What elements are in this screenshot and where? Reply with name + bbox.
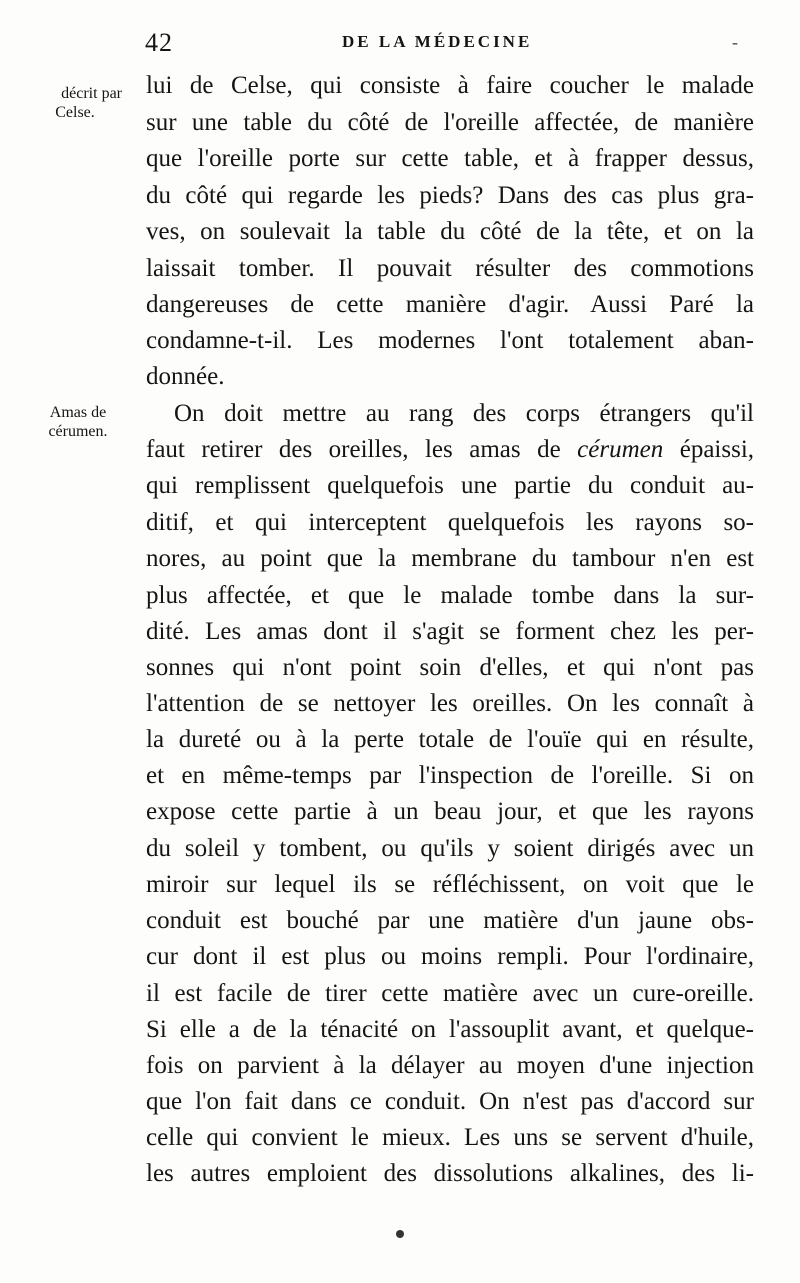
italic-term: cérumen: [577, 436, 664, 463]
text-line: la dureté ou à la perte totale de l'ouïe qui en résulte,: [146, 726, 754, 753]
text-line: lui de Celse, qui consiste à faire coucher le malade: [146, 72, 754, 99]
margin-note-line: décrit par: [61, 85, 122, 102]
text-line: dité. Les amas dont il s'agit se forment chez les per-: [146, 618, 754, 645]
text-line: On doit mettre au rang des corps étrangers qu'il: [174, 400, 754, 427]
text-line: celle qui convient le mieux. Les uns se servent d'huile,: [146, 1124, 754, 1151]
text-line: qui remplissent quelquefois une partie du conduit au-: [146, 472, 754, 499]
margin-note-line: Celse.: [55, 104, 95, 121]
text-line: ves, on soulevait la table du côté de la tête, et on la: [146, 218, 754, 245]
text-line: expose cette partie à un beau jour, et que les rayons: [146, 798, 754, 825]
text-line: plus affectée, et que le malade tombe dans la sur-: [146, 582, 754, 609]
text-line: ditif, et qui interceptent quelquefois les rayons so-: [146, 509, 754, 536]
text-line: sur une table du côté de l'oreille affectée, de manière: [146, 109, 754, 136]
text-fragment: épaissi,: [679, 436, 755, 463]
margin-note-line: cérumen.: [48, 423, 108, 440]
text-line: dangereuses de cette manière d'agir. Aussi Paré la: [146, 291, 754, 318]
text-line: du soleil y tombent, ou qu'ils y soient dirigés avec un: [146, 835, 754, 862]
text-line-with-italic: [146, 432, 754, 468]
text-line: il est facile de tirer cette matière avec un cure-oreille.: [146, 980, 754, 1007]
text-line: cur dont il est plus ou moins rempli. Pour l'ordinaire,: [146, 943, 754, 970]
text-line: condamne-t-il. Les modernes l'ont totalement aban-: [146, 327, 754, 354]
text-line: Si elle a de la ténacité on l'assouplit avant, et quelque-: [146, 1016, 754, 1043]
text-fragment: faut retirer des oreilles, les amas de: [146, 436, 561, 463]
text-line: nores, au point que la membrane du tambour n'en est: [146, 545, 754, 572]
text-line: les autres emploient des dissolutions alkalines, des li-: [146, 1160, 754, 1187]
text-line: que l'oreille porte sur cette table, et à frapper dessus,: [146, 145, 754, 172]
text-line: laissait tomber. Il pouvait résulter des commotions: [146, 255, 754, 282]
text-line: fois on parvient à la délayer au moyen d'une injection: [146, 1052, 754, 1079]
text-line: donnée.: [146, 363, 225, 390]
page-number: 42: [145, 28, 173, 57]
text-line: l'attention de se nettoyer les oreilles. On les connaît à: [146, 690, 754, 717]
running-dash: -: [732, 32, 738, 52]
text-line: conduit est bouché par une matière d'un jaune obs-: [146, 907, 754, 934]
text-line: et en même-temps par l'inspection de l'oreille. Si on: [146, 762, 754, 789]
text-line: sonnes qui n'ont point soin d'elles, et qui n'ont pas: [146, 654, 754, 681]
text-line: miroir sur lequel ils se réfléchissent, on voit que le: [146, 871, 754, 898]
margin-note-celse: [24, 84, 124, 122]
margin-note-line: Amas de: [49, 404, 107, 421]
running-title: DE LA MÉDECINE: [342, 32, 533, 51]
margin-note-cerumen: [30, 403, 126, 441]
text-line: du côté qui regarde les pieds? Dans des cas plus gra-: [146, 182, 754, 209]
ink-dot-mark: [396, 1230, 404, 1238]
running-head: [0, 28, 800, 62]
text-line: que l'on fait dans ce conduit. On n'est pas d'accord sur: [146, 1088, 754, 1115]
